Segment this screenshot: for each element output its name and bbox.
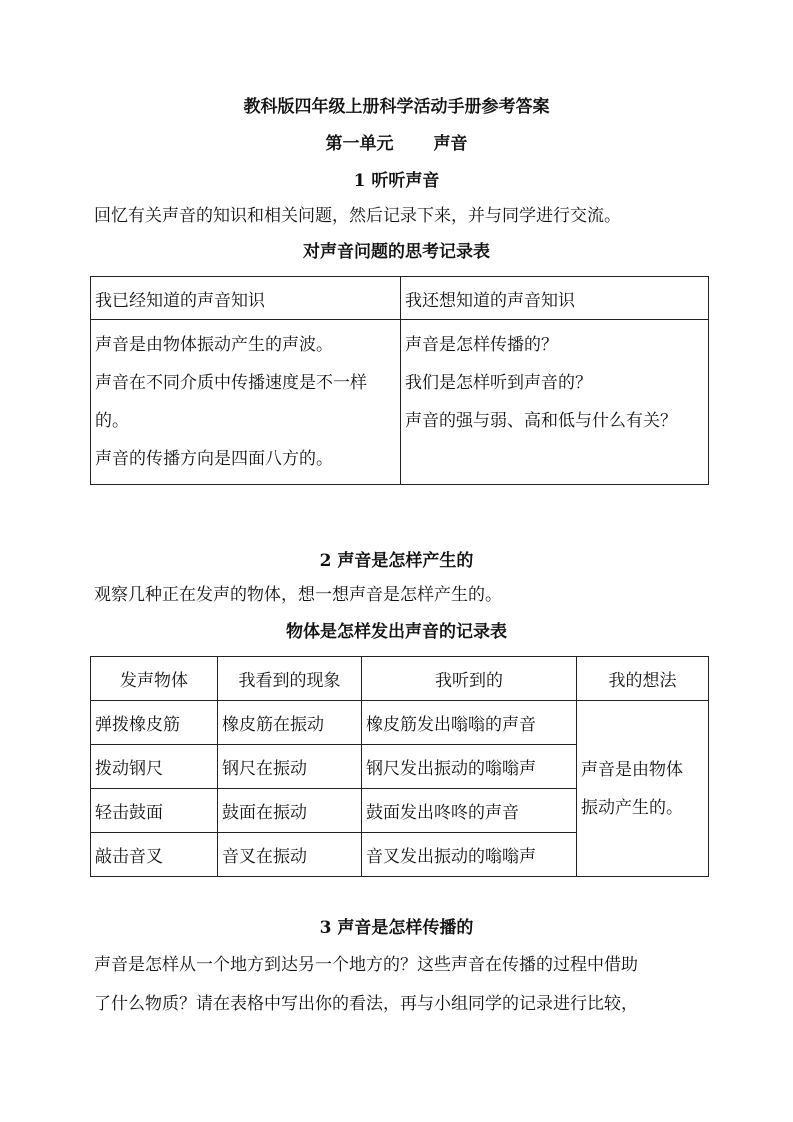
unit-heading — [0, 133, 793, 155]
lesson1-title: 1 听听声音 — [353, 171, 440, 191]
want-item: 我们是怎样听到声音的？ — [405, 373, 592, 393]
known-item: 声音在不同介质中传播速度是不一样 — [95, 373, 367, 393]
lesson3-title: 3 声音是怎样传播的 — [319, 918, 474, 938]
known-item: 声音是由物体振动产生的声波。 — [95, 335, 333, 355]
lesson3-paragraph-line: 声音是怎样从一个地方到达另一个地方的？这些声音在传播的过程中借助 — [94, 955, 638, 975]
unit-name: 声音 — [433, 134, 468, 154]
want-cell — [401, 320, 709, 485]
source-cell: 弹拨橡皮筋 — [91, 701, 218, 745]
lesson3-paragraph-line: 了什么物质？请在表格中写出你的看法，再与小组同学的记录进行比较， — [94, 994, 638, 1014]
want-item: 声音的强与弱、高和低与什么有关？ — [405, 411, 677, 431]
document-title: 教科版四年级上册科学活动手册参考答案 — [243, 97, 550, 117]
lesson2-instruction: 观察几种正在发声的物体，想一想声音是怎样产生的。 — [94, 585, 502, 605]
sound-source-table — [90, 656, 709, 877]
header-idea: 我的想法 — [577, 657, 709, 701]
header-known: 我已经知道的声音知识 — [91, 277, 401, 320]
idea-line: 振动产生的。 — [581, 797, 683, 818]
heard-cell: 钢尺发出振动的嗡嗡声 — [362, 745, 577, 789]
known-item: 声音的传播方向是四面八方的。 — [95, 449, 333, 469]
idea-cell — [577, 701, 709, 877]
known-item: 的。 — [95, 411, 129, 431]
lesson2-title: 2 声音是怎样产生的 — [319, 551, 474, 571]
thinking-record-table — [90, 276, 709, 485]
source-cell: 轻击鼓面 — [91, 789, 218, 833]
lesson2-table-title: 物体是怎样发出声音的记录表 — [286, 622, 507, 642]
header-seen: 我看到的现象 — [218, 657, 362, 701]
header-want: 我还想知道的声音知识 — [401, 277, 709, 320]
heard-cell: 鼓面发出咚咚的声音 — [362, 789, 577, 833]
known-cell — [91, 320, 401, 485]
want-item: 声音是怎样传播的？ — [405, 335, 558, 355]
source-cell: 拨动钢尺 — [91, 745, 218, 789]
unit-label: 第一单元 — [325, 134, 394, 154]
seen-cell: 音叉在振动 — [218, 833, 362, 877]
seen-cell: 鼓面在振动 — [218, 789, 362, 833]
header-source: 发声物体 — [91, 657, 218, 701]
table-row — [91, 701, 709, 745]
header-heard: 我听到的 — [362, 657, 577, 701]
seen-cell: 钢尺在振动 — [218, 745, 362, 789]
lesson1-instruction: 回忆有关声音的知识和相关问题，然后记录下来，并与同学进行交流。 — [94, 206, 621, 226]
seen-cell: 橡皮筋在振动 — [218, 701, 362, 745]
source-cell: 敲击音叉 — [91, 833, 218, 877]
heard-cell: 音叉发出振动的嗡嗡声 — [362, 833, 577, 877]
heard-cell: 橡皮筋发出嗡嗡的声音 — [362, 701, 577, 745]
idea-line: 声音是由物体 — [581, 759, 683, 780]
lesson1-table-title: 对声音问题的思考记录表 — [303, 242, 490, 262]
